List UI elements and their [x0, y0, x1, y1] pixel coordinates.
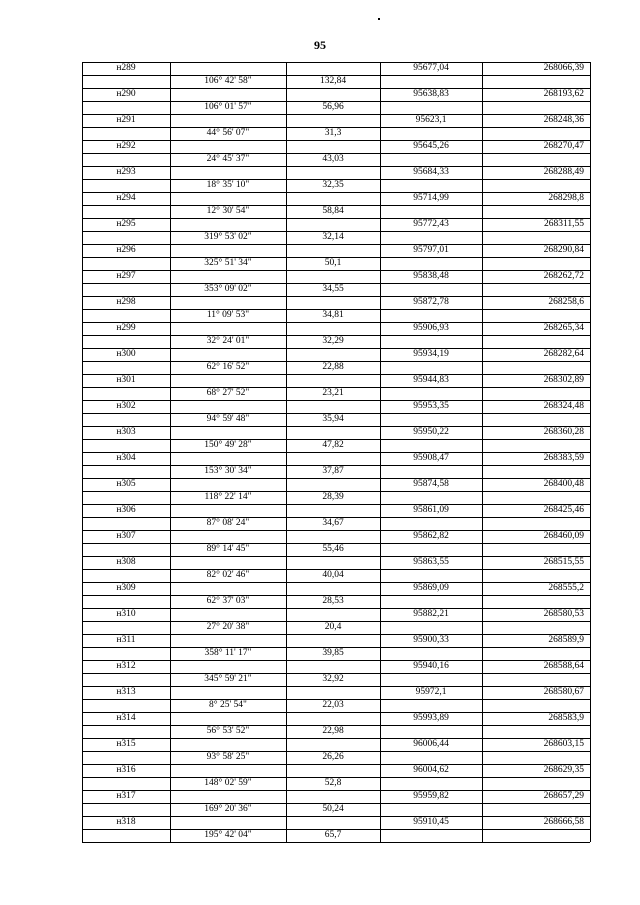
coord-y-text: 268589,9 [548, 635, 584, 645]
coord-y [482, 62, 590, 74]
coord-y-text: 268666,58 [543, 817, 584, 827]
table-row-divider [380, 751, 590, 752]
direction-angle: 32° 24' 01" [206, 336, 250, 346]
coord-x: 95944,83 [413, 375, 449, 385]
table-row-divider [380, 621, 590, 622]
coord-x: 95874,58 [413, 479, 449, 489]
coord-x: 95872,78 [413, 297, 449, 307]
coord-x: 96004,62 [413, 765, 449, 775]
table-row-divider [82, 283, 170, 284]
point-name: н301 [116, 375, 136, 385]
table-row-divider [82, 257, 170, 258]
segment-length: 34,67 [322, 518, 344, 528]
table-row-divider [170, 335, 380, 336]
table-row-divider [380, 127, 590, 128]
point-name: н304 [116, 453, 136, 463]
segment-length: 28,53 [322, 596, 344, 606]
table-row-divider [170, 153, 380, 154]
segment-length: 55,46 [322, 544, 344, 554]
coord-y-text: 268360,28 [543, 427, 584, 437]
table-row-divider [380, 335, 590, 336]
point-name: н313 [116, 687, 136, 697]
table-row-divider [82, 179, 170, 180]
point-name: н290 [116, 89, 136, 99]
coord-x: 95638,83 [413, 89, 449, 99]
coord-y-text: 268248,36 [543, 115, 584, 125]
coord-y-text: 268460,09 [543, 531, 584, 541]
segment-length: 43,03 [322, 154, 344, 164]
point-name: н307 [116, 531, 136, 541]
table-row-divider [380, 283, 590, 284]
segment-length: 52,8 [324, 778, 342, 788]
coord-x: 95934,19 [413, 349, 449, 359]
table-row-divider [380, 439, 590, 440]
table-row-divider [170, 803, 380, 804]
table-row-divider [170, 465, 380, 466]
table-row-divider [82, 777, 170, 778]
coord-x: 95953,35 [413, 401, 449, 411]
direction-angle: 12° 30' 54" [206, 206, 250, 216]
table-row-divider [170, 517, 380, 518]
coord-y [482, 634, 590, 646]
point-name: н299 [116, 323, 136, 333]
table-row-divider [380, 309, 590, 310]
table-row-divider [170, 699, 380, 700]
point-name: н303 [116, 427, 136, 437]
coord-x: 95797,01 [413, 245, 449, 255]
coord-x: 95645,26 [413, 141, 449, 151]
segment-length: 65,7 [324, 830, 342, 840]
coord-y-text: 268258,6 [548, 297, 584, 307]
coordinates-table [82, 62, 590, 842]
coord-x: 95882,21 [413, 609, 449, 619]
coord-y [482, 530, 590, 542]
point-name: н316 [116, 765, 136, 775]
coord-y-text: 268282,64 [543, 349, 584, 359]
coord-y-text: 268288,49 [543, 167, 584, 177]
table-column-divider [590, 62, 591, 842]
table-row-divider [170, 179, 380, 180]
table-row-divider [170, 647, 380, 648]
segment-length: 32,29 [322, 336, 344, 346]
table-row-divider [170, 829, 380, 830]
direction-angle: 56° 53' 52" [206, 726, 250, 736]
table-row-divider [82, 491, 170, 492]
coord-y [482, 738, 590, 750]
point-name: н309 [116, 583, 136, 593]
table-row-divider [380, 179, 590, 180]
table-row-divider [82, 413, 170, 414]
table-row-divider [380, 465, 590, 466]
coord-x: 95863,55 [413, 557, 449, 567]
table-row-divider [170, 569, 380, 570]
coord-x: 95972,1 [415, 687, 447, 697]
point-name: н300 [116, 349, 136, 359]
table-row-divider [82, 465, 170, 466]
table-row-divider [82, 231, 170, 232]
point-name: н293 [116, 167, 136, 177]
segment-length: 50,24 [322, 804, 344, 814]
direction-angle: 106° 42' 58" [204, 76, 252, 86]
coord-y [482, 608, 590, 620]
coord-y [482, 556, 590, 568]
point-name: н295 [116, 219, 136, 229]
coord-x: 95623,1 [415, 115, 447, 125]
table-row-divider [380, 569, 590, 570]
table-row-divider [170, 751, 380, 752]
coord-x: 95772,43 [413, 219, 449, 229]
coord-y [482, 816, 590, 828]
point-name: н312 [116, 661, 136, 671]
table-row-divider [380, 829, 590, 830]
table-row-divider [170, 101, 380, 102]
coord-y [482, 296, 590, 308]
table-row-divider [82, 803, 170, 804]
coord-y-text: 268657,29 [543, 791, 584, 801]
coord-y-text: 268603,15 [543, 739, 584, 749]
coord-y [482, 374, 590, 386]
direction-angle: 358° 11' 17" [204, 648, 252, 658]
coord-y-text: 268290,84 [543, 245, 584, 255]
table-row-divider [170, 777, 380, 778]
segment-length: 32,92 [322, 674, 344, 684]
direction-angle: 148° 02' 59" [204, 778, 252, 788]
coord-y-text: 268555,2 [548, 583, 584, 593]
point-name: н289 [116, 63, 136, 73]
coord-y-text: 268400,48 [543, 479, 584, 489]
direction-angle: 94° 59' 48" [206, 414, 250, 424]
coord-y-text: 268193,62 [543, 89, 584, 99]
table-row-divider [170, 231, 380, 232]
table-row-divider [380, 361, 590, 362]
direction-angle: 118° 22' 14" [204, 492, 252, 502]
table-row-divider [170, 127, 380, 128]
coord-x: 95861,09 [413, 505, 449, 515]
direction-angle: 325° 51' 34" [204, 258, 252, 268]
direction-angle: 62° 37' 03" [206, 596, 250, 606]
point-name: н298 [116, 297, 136, 307]
coord-y [482, 244, 590, 256]
coord-x: 95869,09 [413, 583, 449, 593]
direction-angle: 319° 53' 02" [204, 232, 252, 242]
table-row-divider [380, 842, 590, 843]
table-row-divider [82, 101, 170, 102]
segment-length: 35,94 [322, 414, 344, 424]
point-name: н317 [116, 791, 136, 801]
coord-y-text: 268580,67 [543, 687, 584, 697]
coord-x: 95959,82 [413, 791, 449, 801]
coord-x: 95714,99 [413, 193, 449, 203]
coord-y-text: 268629,35 [543, 765, 584, 775]
table-row-divider [170, 283, 380, 284]
coord-y [482, 660, 590, 672]
direction-angle: 353° 09' 02" [204, 284, 252, 294]
coord-x: 95940,16 [413, 661, 449, 671]
table-row-divider [82, 725, 170, 726]
point-name: н310 [116, 609, 136, 619]
coord-x: 95950,22 [413, 427, 449, 437]
table-row-divider [380, 257, 590, 258]
table-row-divider [380, 491, 590, 492]
segment-length: 34,55 [322, 284, 344, 294]
coord-y-text: 268270,47 [543, 141, 584, 151]
point-name: н306 [116, 505, 136, 515]
direction-angle: 44° 56' 07" [206, 128, 250, 138]
coord-y-text: 268324,48 [543, 401, 584, 411]
coord-y [482, 764, 590, 776]
direction-angle: 106° 01' 57" [204, 102, 252, 112]
table-row-divider [380, 725, 590, 726]
point-name: н314 [116, 713, 136, 723]
segment-length: 39,85 [322, 648, 344, 658]
coord-x: 95993,89 [413, 713, 449, 723]
coord-y-text: 268262,72 [543, 271, 584, 281]
coord-y [482, 504, 590, 516]
table-row-divider [170, 725, 380, 726]
segment-length: 37,87 [322, 466, 344, 476]
coord-y-text: 268588,64 [543, 661, 584, 671]
point-name: н297 [116, 271, 136, 281]
coord-y [482, 114, 590, 126]
coord-x: 95684,33 [413, 167, 449, 177]
direction-angle: 68° 27' 52" [206, 388, 250, 398]
table-row-divider [380, 205, 590, 206]
table-row-divider [170, 491, 380, 492]
coord-y [482, 582, 590, 594]
table-row-divider [82, 517, 170, 518]
direction-angle: 11° 09' 53" [206, 310, 250, 320]
coord-y-text: 268302,89 [543, 375, 584, 385]
segment-length: 32,14 [322, 232, 344, 242]
table-row-divider [82, 387, 170, 388]
segment-length: 26,26 [322, 752, 344, 762]
table-row-divider [170, 621, 380, 622]
coord-y [482, 426, 590, 438]
segment-length: 22,03 [322, 700, 344, 710]
table-row-divider [380, 595, 590, 596]
table-row-divider [82, 647, 170, 648]
table-row-divider [380, 413, 590, 414]
segment-length: 22,88 [322, 362, 344, 372]
table-row-divider [380, 543, 590, 544]
direction-angle: 93° 58' 25" [206, 752, 250, 762]
coord-y [482, 400, 590, 412]
segment-length: 23,21 [322, 388, 344, 398]
table-row-divider [82, 75, 170, 76]
table-row-divider [82, 842, 380, 843]
table-row-divider [170, 257, 380, 258]
coord-x: 95908,47 [413, 453, 449, 463]
table-row-divider [170, 361, 380, 362]
table-row-divider [170, 387, 380, 388]
coord-y [482, 88, 590, 100]
coord-x: 95677,04 [413, 63, 449, 73]
segment-length: 56,96 [322, 102, 344, 112]
coord-y [482, 790, 590, 802]
table-row-divider [380, 699, 590, 700]
direction-angle: 8° 25' 54" [209, 700, 247, 710]
segment-length: 31,3 [324, 128, 342, 138]
direction-angle: 62° 16' 52" [206, 362, 250, 372]
segment-length: 20,4 [324, 622, 342, 632]
direction-angle: 150° 49' 28" [204, 440, 252, 450]
table-row-divider [82, 569, 170, 570]
coord-y [482, 218, 590, 230]
coord-y-text: 268425,46 [543, 505, 584, 515]
coord-y [482, 348, 590, 360]
segment-length: 47,82 [322, 440, 344, 450]
table-row-divider [380, 803, 590, 804]
coord-y [482, 140, 590, 152]
table-row-divider [380, 101, 590, 102]
coord-y-text: 268583,9 [548, 713, 584, 723]
table-row-divider [82, 751, 170, 752]
table-row-divider [82, 127, 170, 128]
segment-length: 32,35 [322, 180, 344, 190]
table-row-divider [380, 673, 590, 674]
direction-angle: 27° 20' 38" [206, 622, 250, 632]
table-row-divider [82, 829, 170, 830]
table-row-divider [170, 205, 380, 206]
point-name: н291 [116, 115, 136, 125]
direction-angle: 82° 02' 46" [206, 570, 250, 580]
coord-y [482, 686, 590, 698]
table-row-divider [170, 439, 380, 440]
coord-y-text: 268298,8 [548, 193, 584, 203]
coord-y [482, 270, 590, 282]
table-row-divider [82, 153, 170, 154]
page-mark [378, 18, 380, 20]
direction-angle: 87° 08' 24" [206, 518, 250, 528]
coord-x: 95910,45 [413, 817, 449, 827]
table-row-divider [170, 543, 380, 544]
direction-angle: 24° 45' 37" [206, 154, 250, 164]
point-name: н318 [116, 817, 136, 827]
segment-length: 50,1 [324, 258, 342, 268]
coord-y-text: 268265,34 [543, 323, 584, 333]
table-row-divider [82, 699, 170, 700]
table-row-divider [82, 439, 170, 440]
coord-x: 96006,44 [413, 739, 449, 749]
coord-y-text: 268311,55 [543, 219, 584, 229]
point-name: н311 [116, 635, 136, 645]
coord-x: 95900,33 [413, 635, 449, 645]
table-row-divider [82, 595, 170, 596]
point-name: н302 [116, 401, 136, 411]
coord-y [482, 478, 590, 490]
coord-x: 95906,93 [413, 323, 449, 333]
table-row-divider [170, 413, 380, 414]
segment-length: 22,98 [322, 726, 344, 736]
point-name: н296 [116, 245, 136, 255]
coord-y [482, 322, 590, 334]
table-row-divider [170, 595, 380, 596]
segment-length: 34,81 [322, 310, 344, 320]
coord-y-text: 268383,59 [543, 453, 584, 463]
table-row-divider [82, 673, 170, 674]
point-name: н294 [116, 193, 136, 203]
coord-x: 95862,82 [413, 531, 449, 541]
point-name: н292 [116, 141, 136, 151]
coord-y [482, 166, 590, 178]
table-row-divider [170, 309, 380, 310]
table-row-divider [380, 777, 590, 778]
direction-angle: 345° 59' 21" [204, 674, 252, 684]
page-number: 95 [314, 38, 326, 52]
coord-y [482, 452, 590, 464]
table-row-divider [82, 621, 170, 622]
coord-y [482, 192, 590, 204]
coord-y-text: 268580,53 [543, 609, 584, 619]
table-row-divider [82, 309, 170, 310]
table-row-divider [82, 335, 170, 336]
table-row-divider [380, 153, 590, 154]
segment-length: 28,39 [322, 492, 344, 502]
direction-angle: 195° 42' 04" [204, 830, 252, 840]
coord-y-text: 268515,55 [543, 557, 584, 567]
coord-y [482, 712, 590, 724]
segment-length: 40,04 [322, 570, 344, 580]
table-row-divider [380, 75, 590, 76]
segment-length: 58,84 [322, 206, 344, 216]
table-row-divider [82, 543, 170, 544]
coord-x: 95838,48 [413, 271, 449, 281]
table-row-divider [380, 387, 590, 388]
segment-length: 132,84 [319, 76, 347, 86]
coord-y-text: 268066,39 [543, 63, 584, 73]
point-name: н315 [116, 739, 136, 749]
direction-angle: 89° 14' 45" [206, 544, 250, 554]
point-name: н308 [116, 557, 136, 567]
table-row-divider [170, 75, 380, 76]
table-row-divider [380, 517, 590, 518]
table-row-divider [380, 231, 590, 232]
direction-angle: 153° 30' 34" [204, 466, 252, 476]
table-row-divider [82, 361, 170, 362]
table-row-divider [380, 647, 590, 648]
table-row-divider [82, 205, 170, 206]
point-name: н305 [116, 479, 136, 489]
direction-angle: 18° 35' 10" [206, 180, 250, 190]
direction-angle: 169° 20' 36" [204, 804, 252, 814]
table-row-divider [170, 673, 380, 674]
